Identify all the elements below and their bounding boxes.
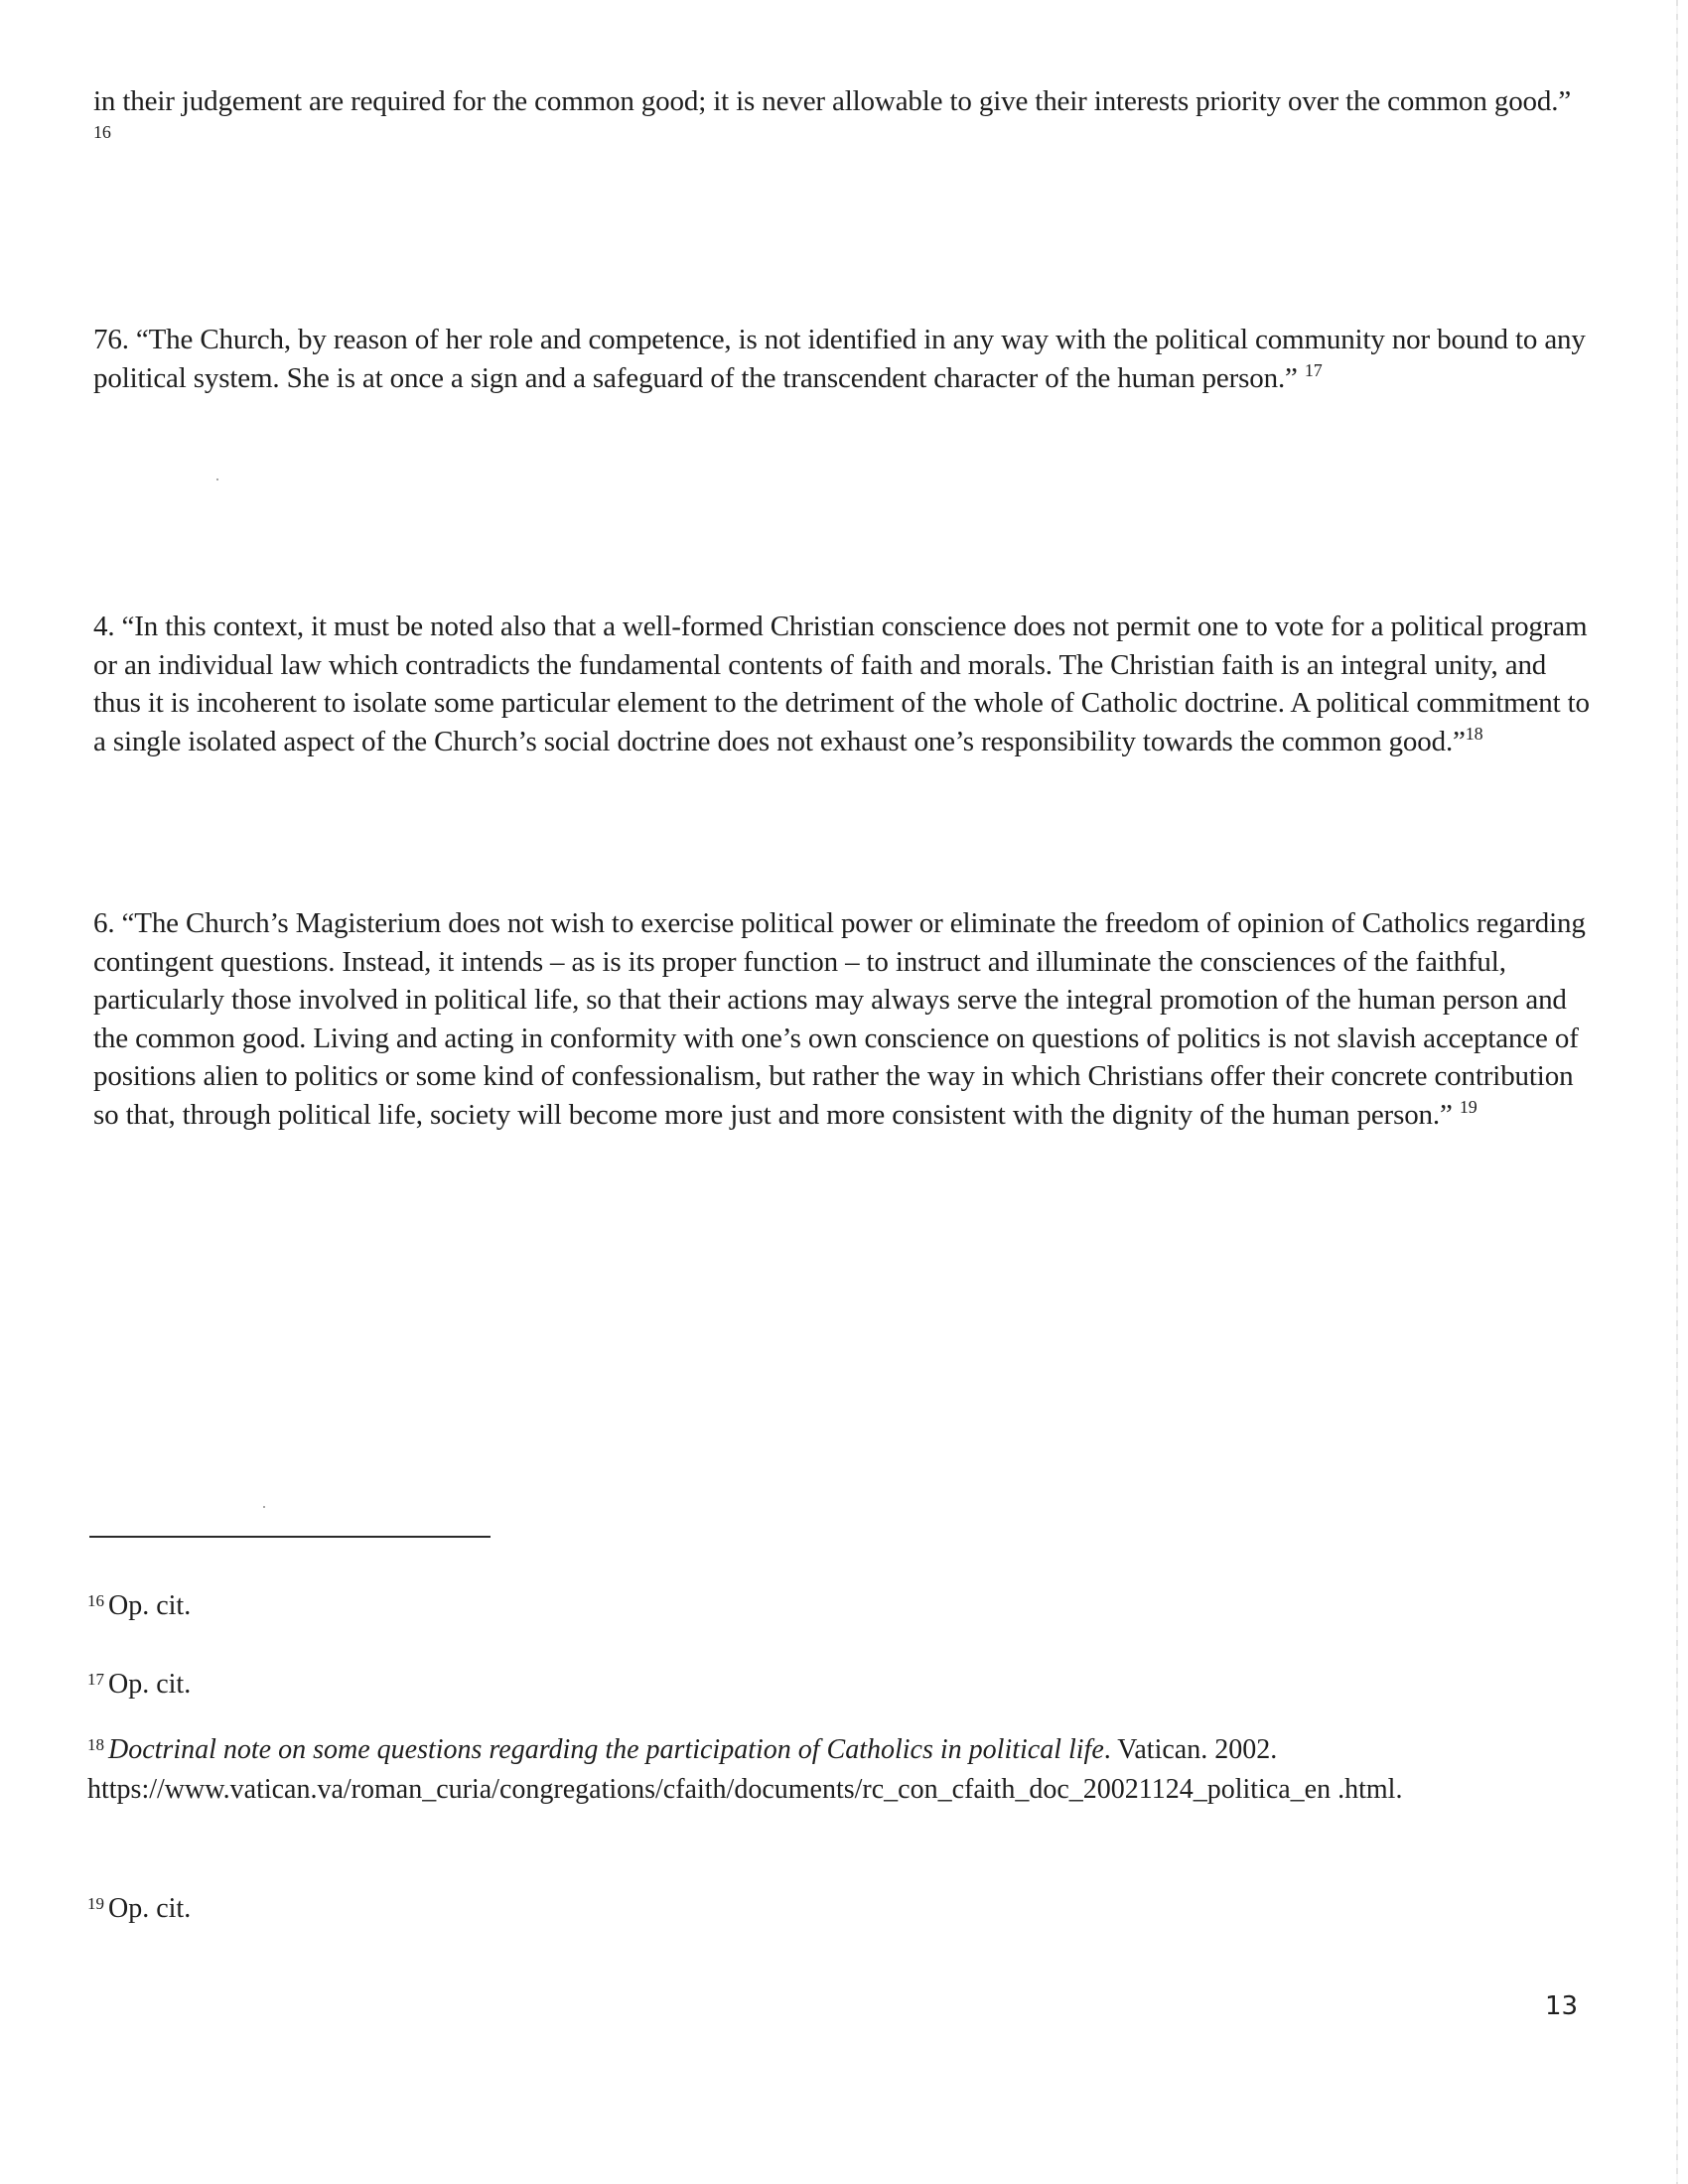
paragraph-text: 4. “In this context, it must be noted also that a well-formed Christian conscience does not permit one to vote for a political program or an individual law which contradicts the fundamental contents of faith and morals. The Christian faith is an integral unity, and thus it is incoherent to isolate some particular element to the detriment of the whole of Catholic doctrine. A political commitment to a single isolated aspect of the Church’s social doctrine does not exhaust one’s responsibility towards the common good.” xyxy=(93,611,1590,757)
paragraph-text: 6. “The Church’s Magisterium does not wish to exercise political power or eliminate the freedom of opinion of Catholics regarding contingent questions. Instead, it intends – as is its proper function – to instruct and illuminate the consciences of the faithful, particularly those involved in political life, so that their actions may always serve the integral promotion of the human person and the common good. Living and acting in conformity with one’s own conscience on questions of politics is not slavish acceptance of positions alien to politics or some kind of confessionalism, but rather the way in which Christians offer their concrete contribution so that, through political life, society will become more just and more consistent with the dignity of the human person.” xyxy=(93,907,1586,1131)
footnote-number: 16 xyxy=(87,1591,104,1610)
footnote-text[interactable]: . Vatican. 2002. https://www.vatican.va/roman_curia/congregations/cfaith/documents/rc_con_cfaith_doc_20021124_politica_en .html. xyxy=(87,1734,1403,1805)
footnote-17 xyxy=(87,1665,1597,1705)
paragraph-text: in their judgement are required for the common good; it is never allowable to give their interests priority over the common good.” xyxy=(93,85,1572,117)
page-number: 13 xyxy=(1545,1991,1579,2021)
paragraph-4 xyxy=(93,608,1593,760)
footnote-19 xyxy=(87,1889,1597,1929)
footnote-18 xyxy=(87,1730,1597,1810)
footnote-ref-18[interactable]: 18 xyxy=(1465,723,1483,744)
footnote-ref-17[interactable]: 17 xyxy=(1304,359,1323,380)
paragraph-6 xyxy=(93,904,1593,1134)
paragraph-continuation xyxy=(93,82,1593,159)
footnote-number: 18 xyxy=(87,1735,104,1754)
footnote-source-title: Doctrinal note on some questions regarding the participation of Catholics in political life xyxy=(108,1734,1104,1765)
footnote-number: 17 xyxy=(87,1670,104,1689)
footnote-text: Op. cit. xyxy=(108,1590,192,1621)
paragraph-76 xyxy=(93,321,1593,397)
footnote-text: Op. cit. xyxy=(108,1893,192,1924)
scan-edge xyxy=(1676,0,1678,2184)
scan-speck xyxy=(216,478,218,480)
footnote-number: 19 xyxy=(87,1894,104,1913)
scan-speck xyxy=(263,1506,265,1508)
footnote-separator xyxy=(89,1536,491,1538)
footnote-text: Op. cit. xyxy=(108,1669,192,1700)
footnote-16 xyxy=(87,1586,1597,1626)
paragraph-text: 76. “The Church, by reason of her role and competence, is not identified in any way with the political community nor bound to any political system. She is at once a sign and a safeguard of the transcendent character of the human person.” xyxy=(93,324,1586,394)
footnote-ref-16[interactable]: 16 xyxy=(93,121,111,142)
footnote-ref-19[interactable]: 19 xyxy=(1459,1096,1477,1117)
